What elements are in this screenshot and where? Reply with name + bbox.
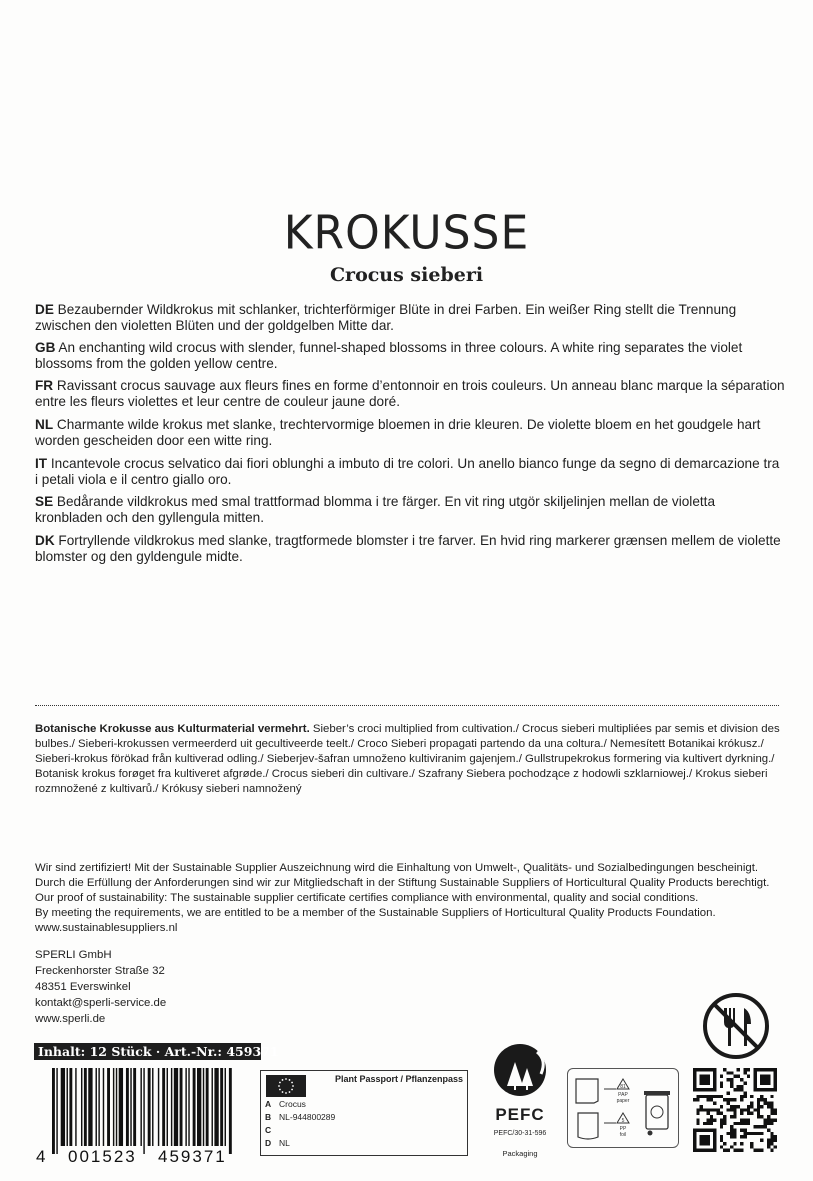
- multiplied-text: Sieber’s croci multiplied from cultivation./ Crocus sieberi multipliées par semis et division des bulbes./ Sieberi-krokussen vermeerderd uit gecultiveerde teelt./ Croco Sieberi propagati partendo da una coltura./ Nemesített Botanikai krókusz./ Sieberi-krokus förökad från kultiverad odling./ Sieberjev-šafran umnoženo kultiviranim gajenjem./ Gullstrupekrokus formering via kultivert dyrkning./ Botanisk krokus forøget fra kultiveret afgrøde./ Crocus sieberi din cultivare./ Szafrany Siebera pochodzące z hodowli szklarniowej./ Krokus sieberi rozmnožené z kultivarů./ Krókusy sieberi namnožený: [35, 723, 780, 795]
- company-address: [35, 947, 335, 1027]
- packaging-recycling-box: [567, 1068, 679, 1148]
- no-food-icon: [700, 990, 772, 1062]
- language-code: DK: [35, 533, 55, 548]
- paper-number: 81: [620, 1084, 626, 1090]
- description-dk: [35, 533, 785, 565]
- company-name: SPERLI GmbH: [35, 949, 112, 961]
- description-nl: [35, 417, 785, 449]
- pefc-caption: Packaging: [502, 1149, 538, 1158]
- content-article-bar: Inhalt: 12 Stück · Art.-Nr.: 459371: [34, 1043, 261, 1060]
- passport-key: A: [265, 1099, 272, 1109]
- pefc-logo: [485, 1040, 555, 1160]
- foil-word: foil: [619, 1132, 627, 1138]
- foil-code: PP: [619, 1126, 627, 1132]
- language-code: DE: [35, 302, 54, 317]
- language-code: SE: [35, 494, 54, 509]
- description-gb: [35, 340, 785, 372]
- cert-line: By meeting the requirements, we are entitled to be a member of the Sustainable Suppliers of Horticultural Quality Products Foundation.: [35, 907, 716, 919]
- cert-line: Our proof of sustainability: The sustainable supplier certificate certifies compliance with environmental, quality and social conditions.: [35, 892, 699, 904]
- dotted-divider: [35, 705, 779, 706]
- passport-value: NL: [279, 1138, 290, 1148]
- multiplied-note: [35, 722, 780, 797]
- description-text: Ravissant crocus sauvage aux fleurs fines en forme d’entonnoir en trois couleurs. Un anneau blanc marque la séparation entre les fleurs violettes et leur centre de couleur jaune doré.: [35, 378, 785, 409]
- passport-key: B: [265, 1112, 272, 1122]
- language-code: IT: [35, 456, 48, 471]
- pefc-code: PEFC/30-31-596: [493, 1130, 547, 1137]
- language-code: NL: [35, 417, 54, 432]
- description-text: Charmante wilde krokus met slanke, trechtervormige bloemen in drie kleuren. De violette bloem en het goudgele hart worden gescheiden door een witte ring.: [35, 417, 761, 448]
- passport-value: Crocus: [279, 1099, 306, 1109]
- passport-value: NL-944800289: [279, 1112, 336, 1122]
- recycle-bin-icon: [644, 1091, 670, 1136]
- cert-link[interactable]: www.sustainablesuppliers.nl: [35, 922, 178, 934]
- description-text: Fortryllende vildkrokus med slanke, tragtformede blomster i tre farver. En hvid ring markerer grænsen mellem de violette blomster og den gyldengule midte.: [35, 533, 781, 564]
- multiplied-lead: Botanische Krokusse aus Kulturmaterial vermehrt.: [35, 723, 310, 735]
- product-subtitle: Crocus sieberi: [329, 264, 484, 286]
- passport-title: Plant Passport / Pflanzenpass: [334, 1074, 463, 1084]
- company-city: 48351 Everswinkel: [35, 981, 131, 993]
- company-email[interactable]: kontakt@sperli-service.de: [35, 997, 167, 1009]
- pefc-name: PEFC: [495, 1105, 545, 1124]
- pefc-tree-icon: [485, 1040, 555, 1100]
- plant-passport: [260, 1070, 468, 1156]
- description-fr: [35, 378, 785, 410]
- ean-barcode: [34, 1066, 261, 1166]
- description-it: [35, 456, 785, 488]
- company-street: Freckenhorster Straße 32: [35, 965, 165, 977]
- description-text: Bezaubernder Wildkrokus mit schlanker, trichterförmiger Blüte in drei Farben. Ein weißer Ring stellt die Trennung zwischen den violetten Blüten und der goldgelben Mitte dar.: [35, 302, 737, 333]
- pouch-icon: [578, 1113, 598, 1139]
- foil-number: 5: [621, 1118, 625, 1124]
- barcode-group-2: 459371: [158, 1147, 227, 1166]
- eu-flag-icon: [266, 1075, 306, 1097]
- paper-code: PAP: [618, 1092, 628, 1098]
- cert-line: Durch die Erfüllung der Anforderungen sind wir zur Mitgliedschaft in der Stiftung Sustainable Suppliers of Horticultural Quality Products berechtigt.: [35, 877, 770, 889]
- passport-key: D: [265, 1138, 272, 1148]
- certification-text: [35, 861, 795, 936]
- description-text: Incantevole crocus selvatico dai fiori oblunghi a imbuto di tre colori. Un anello bianco funge da segno di demarcazione tra i petali viola e il centro giallo oro.: [35, 456, 780, 487]
- language-code: FR: [35, 378, 54, 393]
- description-text: Bedårande vildkrokus med smal trattformad blomma i tre färger. En vit ring utgör skiljelinjen mellan de violetta kronbladen och den gyllengula mitten.: [35, 494, 716, 525]
- passport-rows: [265, 1099, 465, 1151]
- qr-code[interactable]: [693, 1068, 777, 1152]
- language-code: GB: [35, 340, 56, 355]
- company-website[interactable]: www.sperli.de: [35, 1013, 106, 1025]
- description-se: [35, 494, 785, 526]
- barcode-first-digit: 4: [36, 1147, 46, 1166]
- product-title: KROKUSSE: [283, 206, 530, 261]
- description-de: [35, 302, 785, 334]
- description-text: An enchanting wild crocus with slender, funnel-shaped blossoms in three colours. A white ring separates the violet blossoms from the golden yellow centre.: [35, 340, 743, 371]
- barcode-group-1: 001523: [68, 1147, 137, 1166]
- paper-bag-icon: [576, 1079, 598, 1103]
- passport-key: C: [265, 1125, 272, 1135]
- paper-word: paper: [616, 1098, 630, 1104]
- cert-line: Wir sind zertifiziert! Mit der Sustainable Supplier Auszeichnung wird die Einhaltung von Umwelt-, Qualitäts- und Sozialbedingungen bescheinigt.: [35, 862, 759, 874]
